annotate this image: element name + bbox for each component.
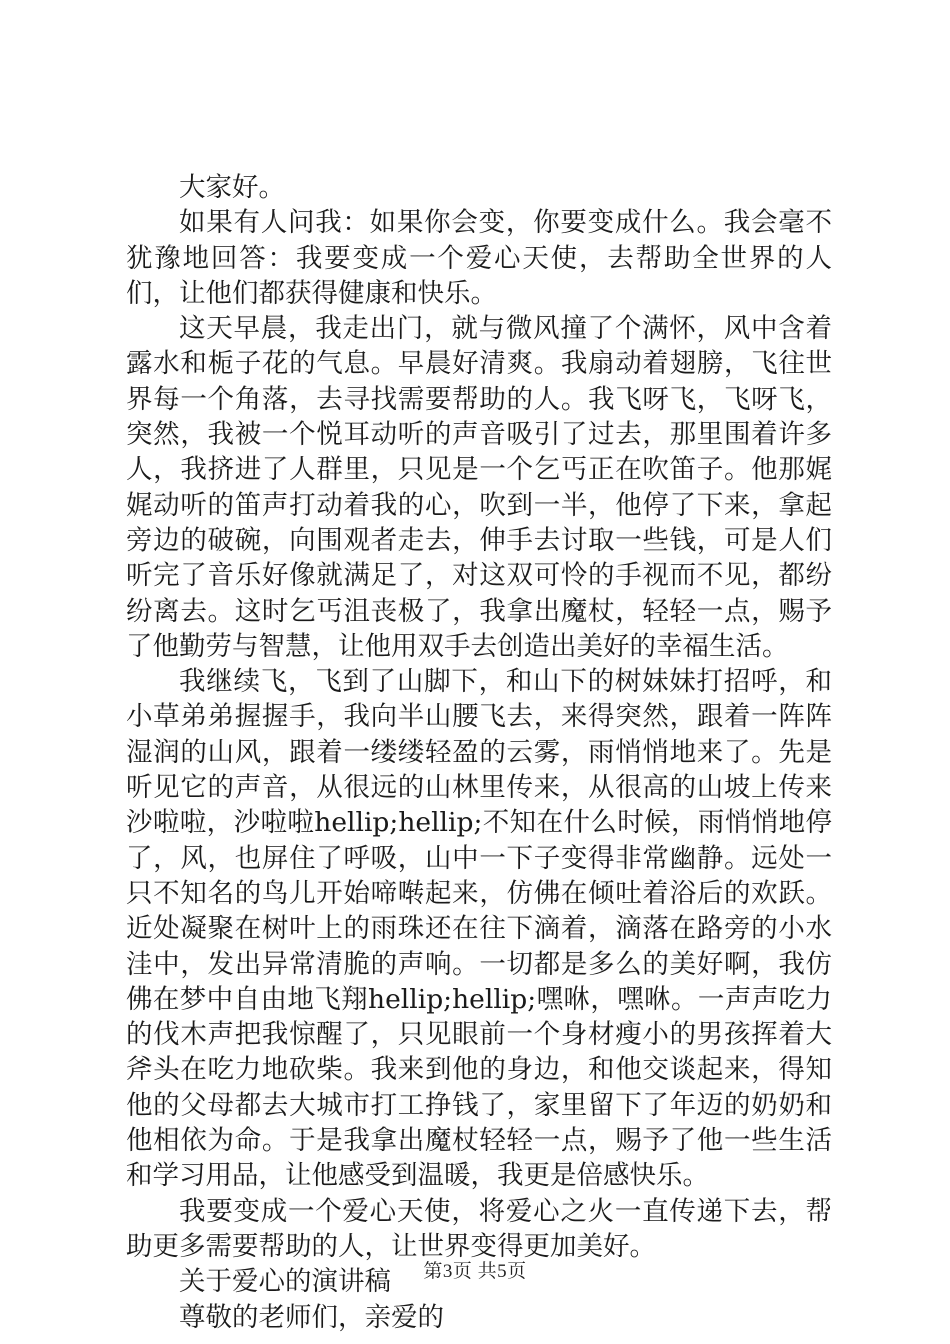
paragraph-mountain: 我继续飞，飞到了山脚下，和山下的树妹妹打招呼，和小草弟弟握握手，我向半山腰飞去，来得突然，跟着一阵阵湿润的山风，跟着一缕缕轻盈的云雾，雨悄悄地来了。先是听见它的声音，从很远的山林里传来，从很高的山坡上传来沙啦啦，沙啦啦hellip;hellip;不知在什么时候，雨悄悄地停了，风，也屏住了呼吸，山中一下子变得非常幽静。远处一只不知名的鸟儿开始啼啭起来，仿佛在倾吐着浴后的欢跃。近处凝聚在树叶上的雨珠还在往下滴着，滴落在路旁的小水洼中，发出异常清脆的声响。一切都是多么的美好啊，我仿佛在梦中自由地飞翔hellip;hellip;嘿咻，嘿咻。一声声吃力的伐木声把我惊醒了，只见眼前一个身材瘦小的男孩挥着大斧头在吃力地砍柴。我来到他的身边，和他交谈起来，得知他的父母都去大城市打工挣钱了，家里留下了年迈的奶奶和他相依为命。于是我拿出魔杖轻轻一点，赐予了他一些生活和学习用品，让他感受到温暖，我更是倍感快乐。 bbox=[126, 666, 832, 1192]
paragraph-title-next: 关于爱心的演讲稿 bbox=[179, 1266, 391, 1298]
paragraph-greeting: 大家好。 bbox=[179, 172, 285, 203]
document-body bbox=[126, 170, 832, 1335]
paragraph-conclusion: 我要变成一个爱心天使，将爱心之火一直传递下去，帮助更多需要帮助的人，让世界变得更加美好。 bbox=[126, 1195, 832, 1262]
paragraph-intro: 如果有人问我：如果你会变，你要变成什么。我会毫不犹豫地回答：我要变成一个爱心天使，去帮助全世界的人们，让他们都获得健康和快乐。 bbox=[126, 207, 832, 309]
paragraph-morning: 这天早晨，我走出门，就与微风撞了个满怀，风中含着露水和栀子花的气息。早晨好清爽。我扇动着翅膀，飞往世界每一个角落，去寻找需要帮助的人。我飞呀飞，飞呀飞，突然，我被一个悦耳动听的声音吸引了过去，那里围着许多人，我挤进了人群里，只见是一个乞丐正在吹笛子。他那娓娓动听的笛声打动着我的心，吹到一半，他停了下来，拿起旁边的破碗，向围观者走去，伸手去讨取一些钱，可是人们听完了音乐好像就满足了，对这双可怜的手视而不见，都纷纷离去。这时乞丐沮丧极了，我拿出魔杖，轻轻一点，赐予了他勤劳与智慧，让他用双手去创造出美好的幸福生活。 bbox=[126, 313, 832, 662]
paragraph-salutation: 尊敬的老师们，亲爱的 bbox=[179, 1301, 444, 1333]
page-number-footer: 第3页 共5页 bbox=[423, 1261, 527, 1282]
